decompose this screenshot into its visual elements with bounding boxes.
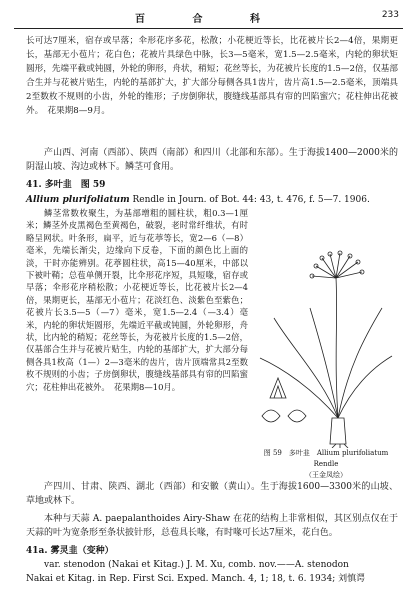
variety-citation-line1: var. stenodon (Nakai et Kitag.) J. M. Xu, comb. nov.——A. stenodon — [44, 560, 349, 570]
citation: Rendle in Journ. of Bot. 44: 43, t. 476, f. 5—7. 1906. — [129, 195, 370, 205]
figure-illustration — [252, 248, 398, 448]
paragraph-comparison: 本种与天蒜 A. paepalanthoides Airy-Shaw 在花的结构上非常相似，其区别点仅在于天蒜的叶为宽条形至条状披针形，总苞具长喙，有时喙可长达7厘米，花白色。 — [26, 514, 398, 538]
bulb — [330, 418, 346, 444]
flower-detail — [270, 378, 286, 398]
page-header — [14, 10, 403, 26]
paragraph-species-distribution: 产四川、甘肃、陕西、湖北（西部）和安徽（黄山）。生于海拔1600—3300米的山坡、草地或林下。 — [26, 482, 398, 506]
header-rule — [14, 28, 403, 29]
running-title: 百 合 科 — [135, 14, 282, 25]
page-number: 233 — [381, 10, 399, 20]
variety-citation-line2: Nakai et Kitag. in Rep. First Sci. Exped. Manch. 4, 1; 18, t. 6. 1934; 刘慎谔 — [26, 574, 366, 584]
paragraph-description-continued: 长可达7厘米，宿存或早落；伞形花序多花，松散；小花梗近等长，比花被片长2—4倍，果期更长，基部无小苞片；花白色；花被片具绿色中脉，长3—5毫米，宽1.5—2.5毫米，内轮的卵状矩圆形，先端平截或钝圆，外轮的卵形，舟状，稍短；花丝等长，为花被片长度的1.5—2倍，仅基部合生并与花被片贴生，内轮的基部扩大，扩大部分每侧各具1齿片，齿片高1.5—2.5毫米，顶端具2至数枚不规则的小齿，外轮的锥形；子房倒卵状，腹缝线基部具有帘的凹陷蜜穴；花柱伸出花被外。 花果期8—9月。 — [26, 36, 398, 116]
scape — [336, 278, 338, 418]
scientific-name: Allium plurifoliatum — [26, 195, 130, 205]
caption-artist: （王金凤绘） — [305, 471, 347, 479]
figure-caption — [254, 448, 398, 481]
umbel-flowers — [310, 251, 364, 278]
variety-heading: 41a. 雾灵韭（变种） — [26, 546, 114, 556]
scientific-name-line — [26, 193, 398, 207]
paragraph-distribution: 产山西、河南（西部）、陕西（南部）和四川（北部和东部）。生于海拔1400—2000米的阴湿山坡、沟边或林下。鳞茎可食用。 — [26, 148, 398, 172]
caption-title: 图 59 多叶韭 Allium plurifoliatum Rendle — [263, 449, 389, 468]
species-heading: 41. 多叶韭 图 59 — [26, 180, 106, 190]
paragraph-species-description: 鳞茎常数枚聚生，为基部增粗的圆柱状，粗0.3—1厘米；鳞茎外皮黑褐色至黄褐色，破裂，老时常纤维状，有时略呈网状。叶条形，扁平，近与花葶等长，宽2—6（—8）毫米，先端长渐尖，边缘向下反卷，下面的颜色比上面的淡，干时亦能辨别。花葶圆柱状，高15—40厘米，中部以下被叶鞘；总苞单侧开裂，比伞形花序短，具短喙，宿存或早落；伞形花序稍松散；小花梗近等长，比花被片长2—4倍，果期更长，基部无小苞片；花淡红色、淡紫色至紫色；花被片长3.5—5（—7）毫米，宽1.5—2.4（—3.4）毫米，内轮的卵状矩圆形，先端近平截或钝圆，外轮卵形，舟状，比内轮的稍短；花丝等长，为花被片长度的1.5—2倍，仅基部合生并与花被片贴生，内轮的基部扩大，扩大部分每侧各具1枚高（1—）2—3毫米的齿片，齿片顶端常具2至数枚不规则的小齿；子房倒卵状，腹缝线基部具有帘的凹陷蜜穴；花柱伸出花被外。 花果期8—10月。 — [26, 208, 248, 392]
